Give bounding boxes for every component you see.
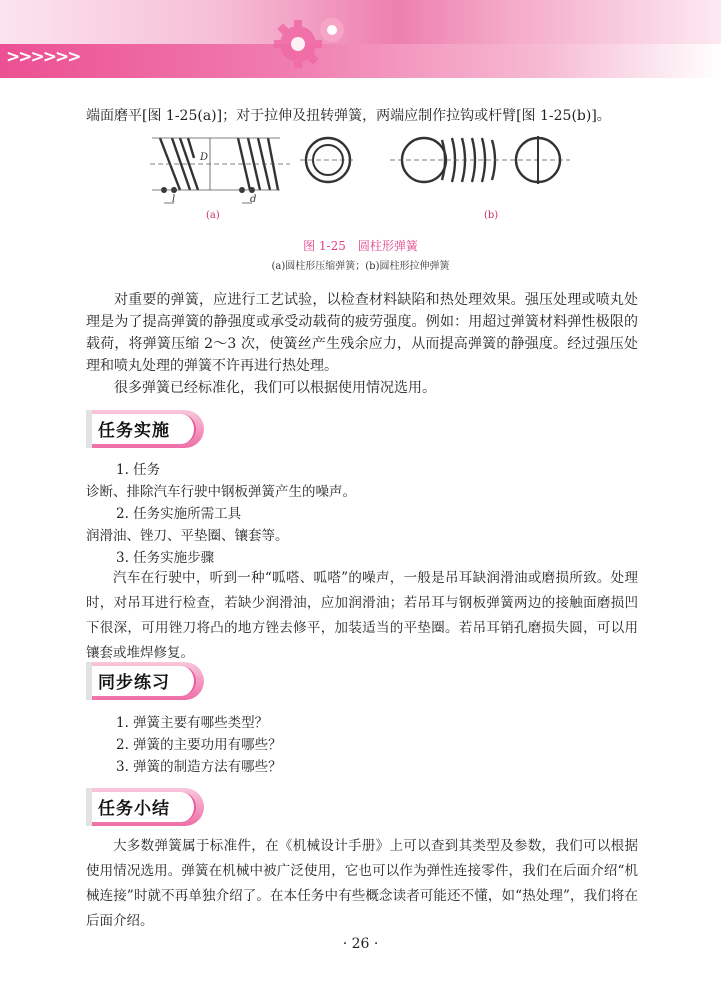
summary-body: 大多数弹簧属于标准件，在《机械设计手册》上可以查到其类型及参数，我们可以根据使用情况选用。弹簧在机械中被广泛使用，它也可以作为弹性连接零件，我们在后面介绍“机械连接”时就不再单独介绍了。在本任务中有些概念读者可能还不懂，如“热处理”，我们将在后面介绍。 (86, 838, 638, 929)
figure-label-b: (b) (484, 210, 499, 220)
task-steps-body: 汽车在行驶中，听到一种“呱嗒、呱嗒”的噪声，一般是吊耳缺润滑油或磨损所致。处理时，对吊耳进行检查，若缺少润滑油，应加润滑油；若吊耳与钢板弹簧两边的接触面磨损凹下很深，可用锉刀将凸的地方锉去修平，加装适当的平垫圈。若吊耳销孔磨损失圆，可以用镶套或堆焊修复。 (86, 570, 638, 661)
practice-question: 2. 弹簧的主要功用有哪些？ (116, 737, 282, 753)
gear-icon (268, 8, 358, 74)
header-chevrons: >>>>>> (6, 47, 80, 67)
section-title: 同步练习 (98, 673, 170, 693)
task-item: 3. 任务实施步骤 (116, 550, 215, 566)
practice-question: 1. 弹簧主要有哪些类型？ (116, 715, 269, 731)
section-summary (86, 788, 216, 826)
section-title: 任务小结 (98, 799, 170, 819)
intro-line: 端面磨平[图 1-25(a)]；对于拉伸及扭转弹簧，两端应制作拉钩或杆臂[图 1-25(b)]。 (86, 108, 611, 124)
section-title: 任务实施 (98, 421, 170, 441)
section-tab-edge (86, 662, 92, 700)
paragraph-2: 很多弹簧已经标准化，我们可以根据使用情况选用。 (114, 380, 436, 396)
dim-l-label: l (172, 194, 176, 205)
header-band (0, 44, 721, 78)
dim-d-label: d (250, 194, 257, 205)
task-item: 2. 任务实施所需工具 (116, 506, 242, 522)
figure-subtitle: (a)圆柱形压缩弹簧；(b)圆柱形拉伸弹簧 (271, 261, 450, 272)
task-item: 诊断、排除汽车行驶中钢板弹簧产生的噪声。 (86, 484, 356, 500)
section-tab-edge (86, 788, 92, 826)
section-task-implementation (86, 410, 216, 448)
section-tab-edge (86, 410, 92, 448)
spring-figure (150, 128, 570, 220)
task-item: 1. 任务 (116, 462, 161, 478)
paragraph-1: 对重要的弹簧，应进行工艺试验，以检查材料缺陷和热处理效果。强压处理或喷丸处理是为了提高弹簧的静强度或承受动载荷的疲劳强度。例如：用超过弹簧材料弹性极限的载荷，将弹簧压缩 2～3 次，使簧丝产生残余应力，从而提高弹簧的静强度。经过强压处理和喷丸处理的弹簧不许再进行热处理。 (86, 292, 638, 374)
figure-label-a: (a) (206, 210, 220, 220)
page-number: · 26 · (342, 936, 379, 952)
section-practice (86, 662, 216, 700)
practice-question: 3. 弹簧的制造方法有哪些？ (116, 759, 282, 775)
task-item: 润滑油、锉刀、平垫圈、镶套等。 (86, 528, 289, 544)
dim-D-label: D (200, 152, 209, 163)
figure-title: 图 1-25 圆柱形弹簧 (303, 239, 418, 253)
